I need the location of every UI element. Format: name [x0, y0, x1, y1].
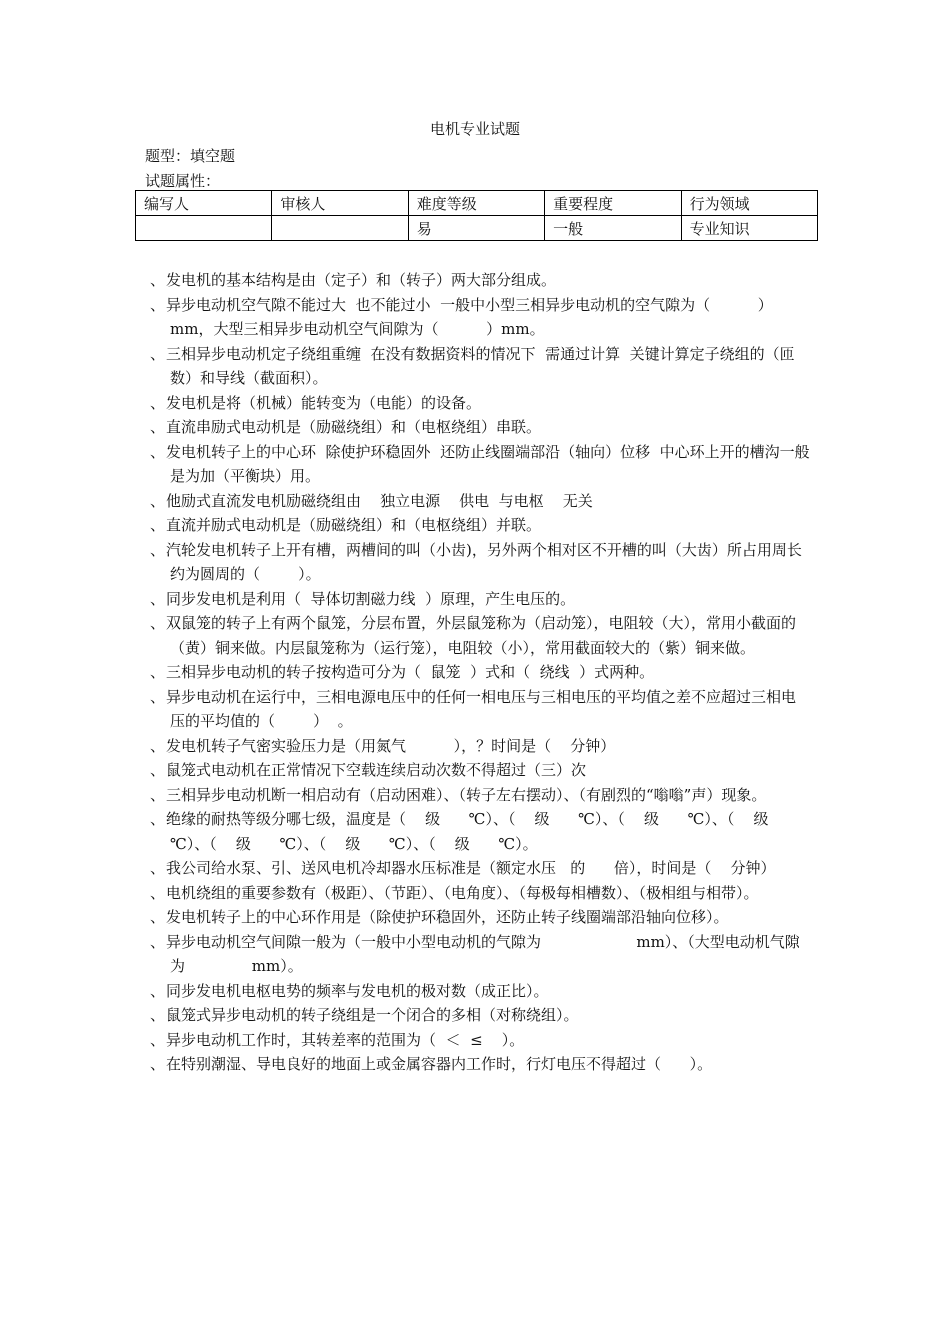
question-text: 直流并励式电动机是（励磁绕组）和（电枢绕组）并联。 — [166, 516, 542, 534]
question-item — [150, 611, 810, 660]
attributes-label: 试题属性： — [145, 172, 221, 190]
item-mark: 、 — [150, 761, 166, 779]
item-mark: 、 — [150, 418, 166, 436]
question-item — [150, 856, 810, 881]
item-mark: 、 — [150, 1030, 166, 1049]
question-text: 发电机的基本结构是由（定子）和（转子）两大部分组成。 — [166, 271, 557, 289]
question-text: 同步发电机电枢电势的频率与发电机的极对数（成正比）。 — [166, 981, 549, 1000]
question-text: 电机绕组的重要参数有（极距）、（节距）、（电角度）、（每极每相槽数）、（极相组与相带）。 — [166, 883, 759, 902]
question-type-label: 题型：填空题 — [145, 147, 236, 165]
item-mark: 、 — [150, 687, 166, 706]
question-item — [150, 489, 810, 514]
document-title: 电机专业试题 — [429, 120, 520, 138]
question-item — [150, 807, 810, 856]
table-header-cell: 难度等级 — [408, 191, 544, 216]
item-mark: 、 — [150, 1055, 166, 1073]
question-item — [150, 881, 810, 906]
question-text: 发电机转子上的中心环作用是（除使护环稳固外，还防止转子线圈端部沿轴向位移）。 — [166, 908, 729, 926]
question-text: 发电机转子上的中心环 除使护环稳固外 还防止线圈端部沿（轴向）位移 中心环上开的槽沟一般是为加（平衡块）用。 — [166, 442, 810, 485]
question-text: 他励式直流发电机励磁绕组由 独立电源 供电 与电枢 无关 — [166, 491, 593, 510]
item-mark: 、 — [150, 516, 166, 534]
table-cell: 专业知识 — [681, 216, 817, 241]
table-header-cell: 审核人 — [272, 191, 408, 216]
question-item — [150, 1028, 810, 1053]
question-item — [150, 342, 810, 391]
table-cell — [136, 216, 272, 241]
item-mark: 、 — [150, 295, 166, 314]
item-mark: 、 — [150, 344, 166, 363]
question-text: 在特别潮湿、导电良好的地面上或金属容器内工作时，行灯电压不得超过（ ）。 — [166, 1055, 713, 1073]
question-item — [150, 1003, 810, 1028]
table-cell: 一般 — [545, 216, 681, 241]
question-text: 双鼠笼的转子上有两个鼠笼，分层布置，外层鼠笼称为（启动笼），电阻较（大），常用小截面的（黄）铜来做。内层鼠笼称为（运行笼），电阻较（小），常用截面较大的（紫）铜来做。 — [166, 614, 797, 657]
item-mark: 、 — [150, 442, 166, 461]
question-text: 三相异步电动机断一相启动有（启动困难）、（转子左右摆动）、（有剧烈的“嗡嗡”声）现象。 — [166, 785, 767, 804]
item-mark: 、 — [150, 810, 166, 828]
question-text: 我公司给水泵、引、送风电机冷却器水压标准是（额定水压 的 倍），时间是（ 分钟） — [166, 859, 776, 877]
question-text: 异步电动机空气间隙一般为（一般中小型电动机的气隙为 mm）、（大型电动机气隙为 mm）。 — [166, 932, 800, 975]
question-text: 鼠笼式异步电动机的转子绕组是一个闭合的多相（对称绕组）。 — [166, 1006, 579, 1024]
question-item — [150, 685, 810, 734]
item-mark: 、 — [150, 908, 166, 926]
question-item — [150, 391, 810, 416]
question-item — [150, 513, 810, 538]
question-item — [150, 415, 810, 440]
item-mark: 、 — [150, 883, 166, 902]
question-text: 异步电动机空气隙不能过大 也不能过小 一般中小型三相异步电动机的空气隙为（ ）mm，大型三相异步电动机空气间隙为（ ）mm。 — [166, 295, 773, 338]
question-text: 异步电动机工作时，其转差率的范围为（ ＜ ≤ ）。 — [166, 1030, 525, 1049]
question-text: 绝缘的耐热等级分哪七级，温度是（ 级 ℃）、（ 级 ℃）、（ 级 ℃）、（ 级 ℃）、（ 级 ℃）、（ 级 ℃）、（ 级 ℃）。 — [166, 810, 798, 853]
question-item — [150, 1052, 810, 1077]
item-mark: 、 — [150, 491, 166, 510]
item-mark: 、 — [150, 785, 166, 804]
question-item — [150, 734, 810, 759]
table-header-row — [136, 191, 818, 216]
question-text: 发电机是将（机械）能转变为（电能）的设备。 — [166, 393, 482, 412]
table-cell — [272, 216, 408, 241]
item-mark: 、 — [150, 540, 166, 559]
question-item — [150, 587, 810, 612]
question-item — [150, 268, 810, 293]
question-text: 三相异步电动机定子绕组重缠 在没有数据资料的情况下 需通过计算 关键计算定子绕组的（匝数）和导线（截面积）。 — [166, 344, 795, 387]
question-list — [150, 268, 810, 1077]
table-header-cell: 行为领域 — [681, 191, 817, 216]
question-text: 同步发电机是利用（ 导体切割磁力线 ）原理，产生电压的。 — [166, 589, 576, 608]
question-item — [150, 293, 810, 342]
item-mark: 、 — [150, 981, 166, 1000]
item-mark: 、 — [150, 1006, 166, 1024]
question-item — [150, 905, 810, 930]
question-text: 发电机转子气密实验压力是（用氮气 ），？时间是（ 分钟） — [166, 736, 616, 755]
question-item — [150, 930, 810, 979]
item-mark: 、 — [150, 859, 166, 877]
question-text: 三相异步电动机的转子按构造可分为（ 鼠笼 ）式和（ 绕线 ）式两种。 — [166, 663, 655, 681]
question-text: 直流串励式电动机是（励磁绕组）和（电枢绕组）串联。 — [166, 418, 542, 436]
item-mark: 、 — [150, 614, 166, 632]
table-header-cell: 重要程度 — [545, 191, 681, 216]
table-row — [136, 216, 818, 241]
question-item — [150, 660, 810, 685]
table-header-cell: 编写人 — [136, 191, 272, 216]
item-mark: 、 — [150, 663, 166, 681]
item-mark: 、 — [150, 736, 166, 755]
item-mark: 、 — [150, 589, 166, 608]
item-mark: 、 — [150, 393, 166, 412]
item-mark: 、 — [150, 271, 166, 289]
question-item — [150, 440, 810, 489]
question-text: 异步电动机在运行中，三相电源电压中的任何一相电压与三相电压的平均值之差不应超过三相电压的平均值的（ ） 。 — [166, 687, 797, 730]
question-item — [150, 783, 810, 808]
table-cell: 易 — [408, 216, 544, 241]
question-text: 鼠笼式电动机在正常情况下空载连续启动次数不得超过（三）次 — [166, 761, 587, 779]
attributes-table — [135, 190, 818, 241]
question-text: 汽轮发电机转子上开有槽，两槽间的叫（小齿)，另外两个相对区不开槽的叫（大齿）所占用周长约为圆周的（ ）。 — [166, 540, 802, 583]
question-item — [150, 758, 810, 783]
question-item — [150, 538, 810, 587]
question-item — [150, 979, 810, 1004]
item-mark: 、 — [150, 932, 166, 951]
